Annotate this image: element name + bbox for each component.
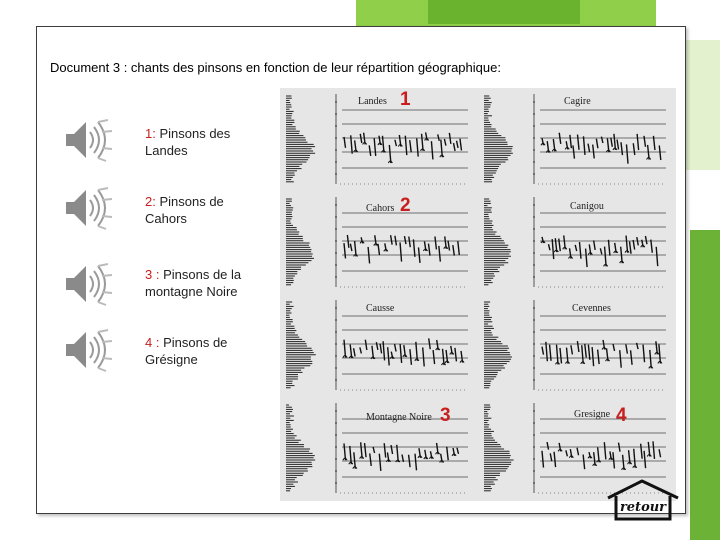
recording-number: 4 : [145, 335, 160, 350]
sonogram-cell [280, 397, 478, 500]
speaker-icon[interactable] [64, 328, 114, 372]
speaker-icon[interactable] [64, 118, 114, 162]
sonogram-cell [280, 294, 478, 397]
sonogram-panel [280, 88, 676, 501]
region-marker: 2 [400, 195, 411, 216]
recording-text: Pinsons de la montagne Noire [145, 267, 242, 299]
sonogram-cell [478, 191, 676, 294]
home-icon[interactable] [604, 478, 682, 522]
recording-label [145, 193, 265, 227]
region-marker: 3 [440, 405, 451, 426]
sonogram-cell [478, 88, 676, 191]
sonogram-cell [280, 88, 478, 191]
sonogram-label: Cagire [564, 96, 591, 107]
sonogram-label: Causse [366, 303, 395, 314]
recording-text: Pinsons de Cahors [145, 194, 224, 226]
sonogram-cell [280, 191, 478, 294]
recording-label [145, 334, 265, 368]
sonogram-label: Montagne Noire [366, 412, 432, 423]
speaker-icon[interactable] [64, 262, 114, 306]
recording-label [145, 266, 265, 300]
recording-text: Pinsons des Landes [145, 126, 231, 158]
recording-number: 2: [145, 194, 156, 209]
region-marker: 4 [616, 405, 627, 426]
sonogram-label: Landes [358, 96, 387, 107]
recording-text: Pinsons de Grésigne [145, 335, 228, 367]
sonogram-label: Canigou [570, 201, 604, 212]
recording-number: 1: [145, 126, 156, 141]
sonogram-cell [478, 294, 676, 397]
page-title: Document 3 : chants des pinsons en fonction de leur répartition géographique: [50, 60, 501, 75]
speaker-icon[interactable] [64, 186, 114, 230]
decor-side-bar [690, 230, 720, 540]
sonogram-label: Cahors [366, 203, 395, 214]
sonogram-label: Gresigne [574, 409, 611, 420]
recording-label [145, 125, 265, 159]
recording-number: 3 : [145, 267, 160, 282]
home-label: retour [619, 500, 667, 515]
sonogram-label: Cevennes [572, 303, 611, 314]
decor-dark-green-block [428, 0, 580, 24]
region-marker: 1 [400, 89, 411, 110]
